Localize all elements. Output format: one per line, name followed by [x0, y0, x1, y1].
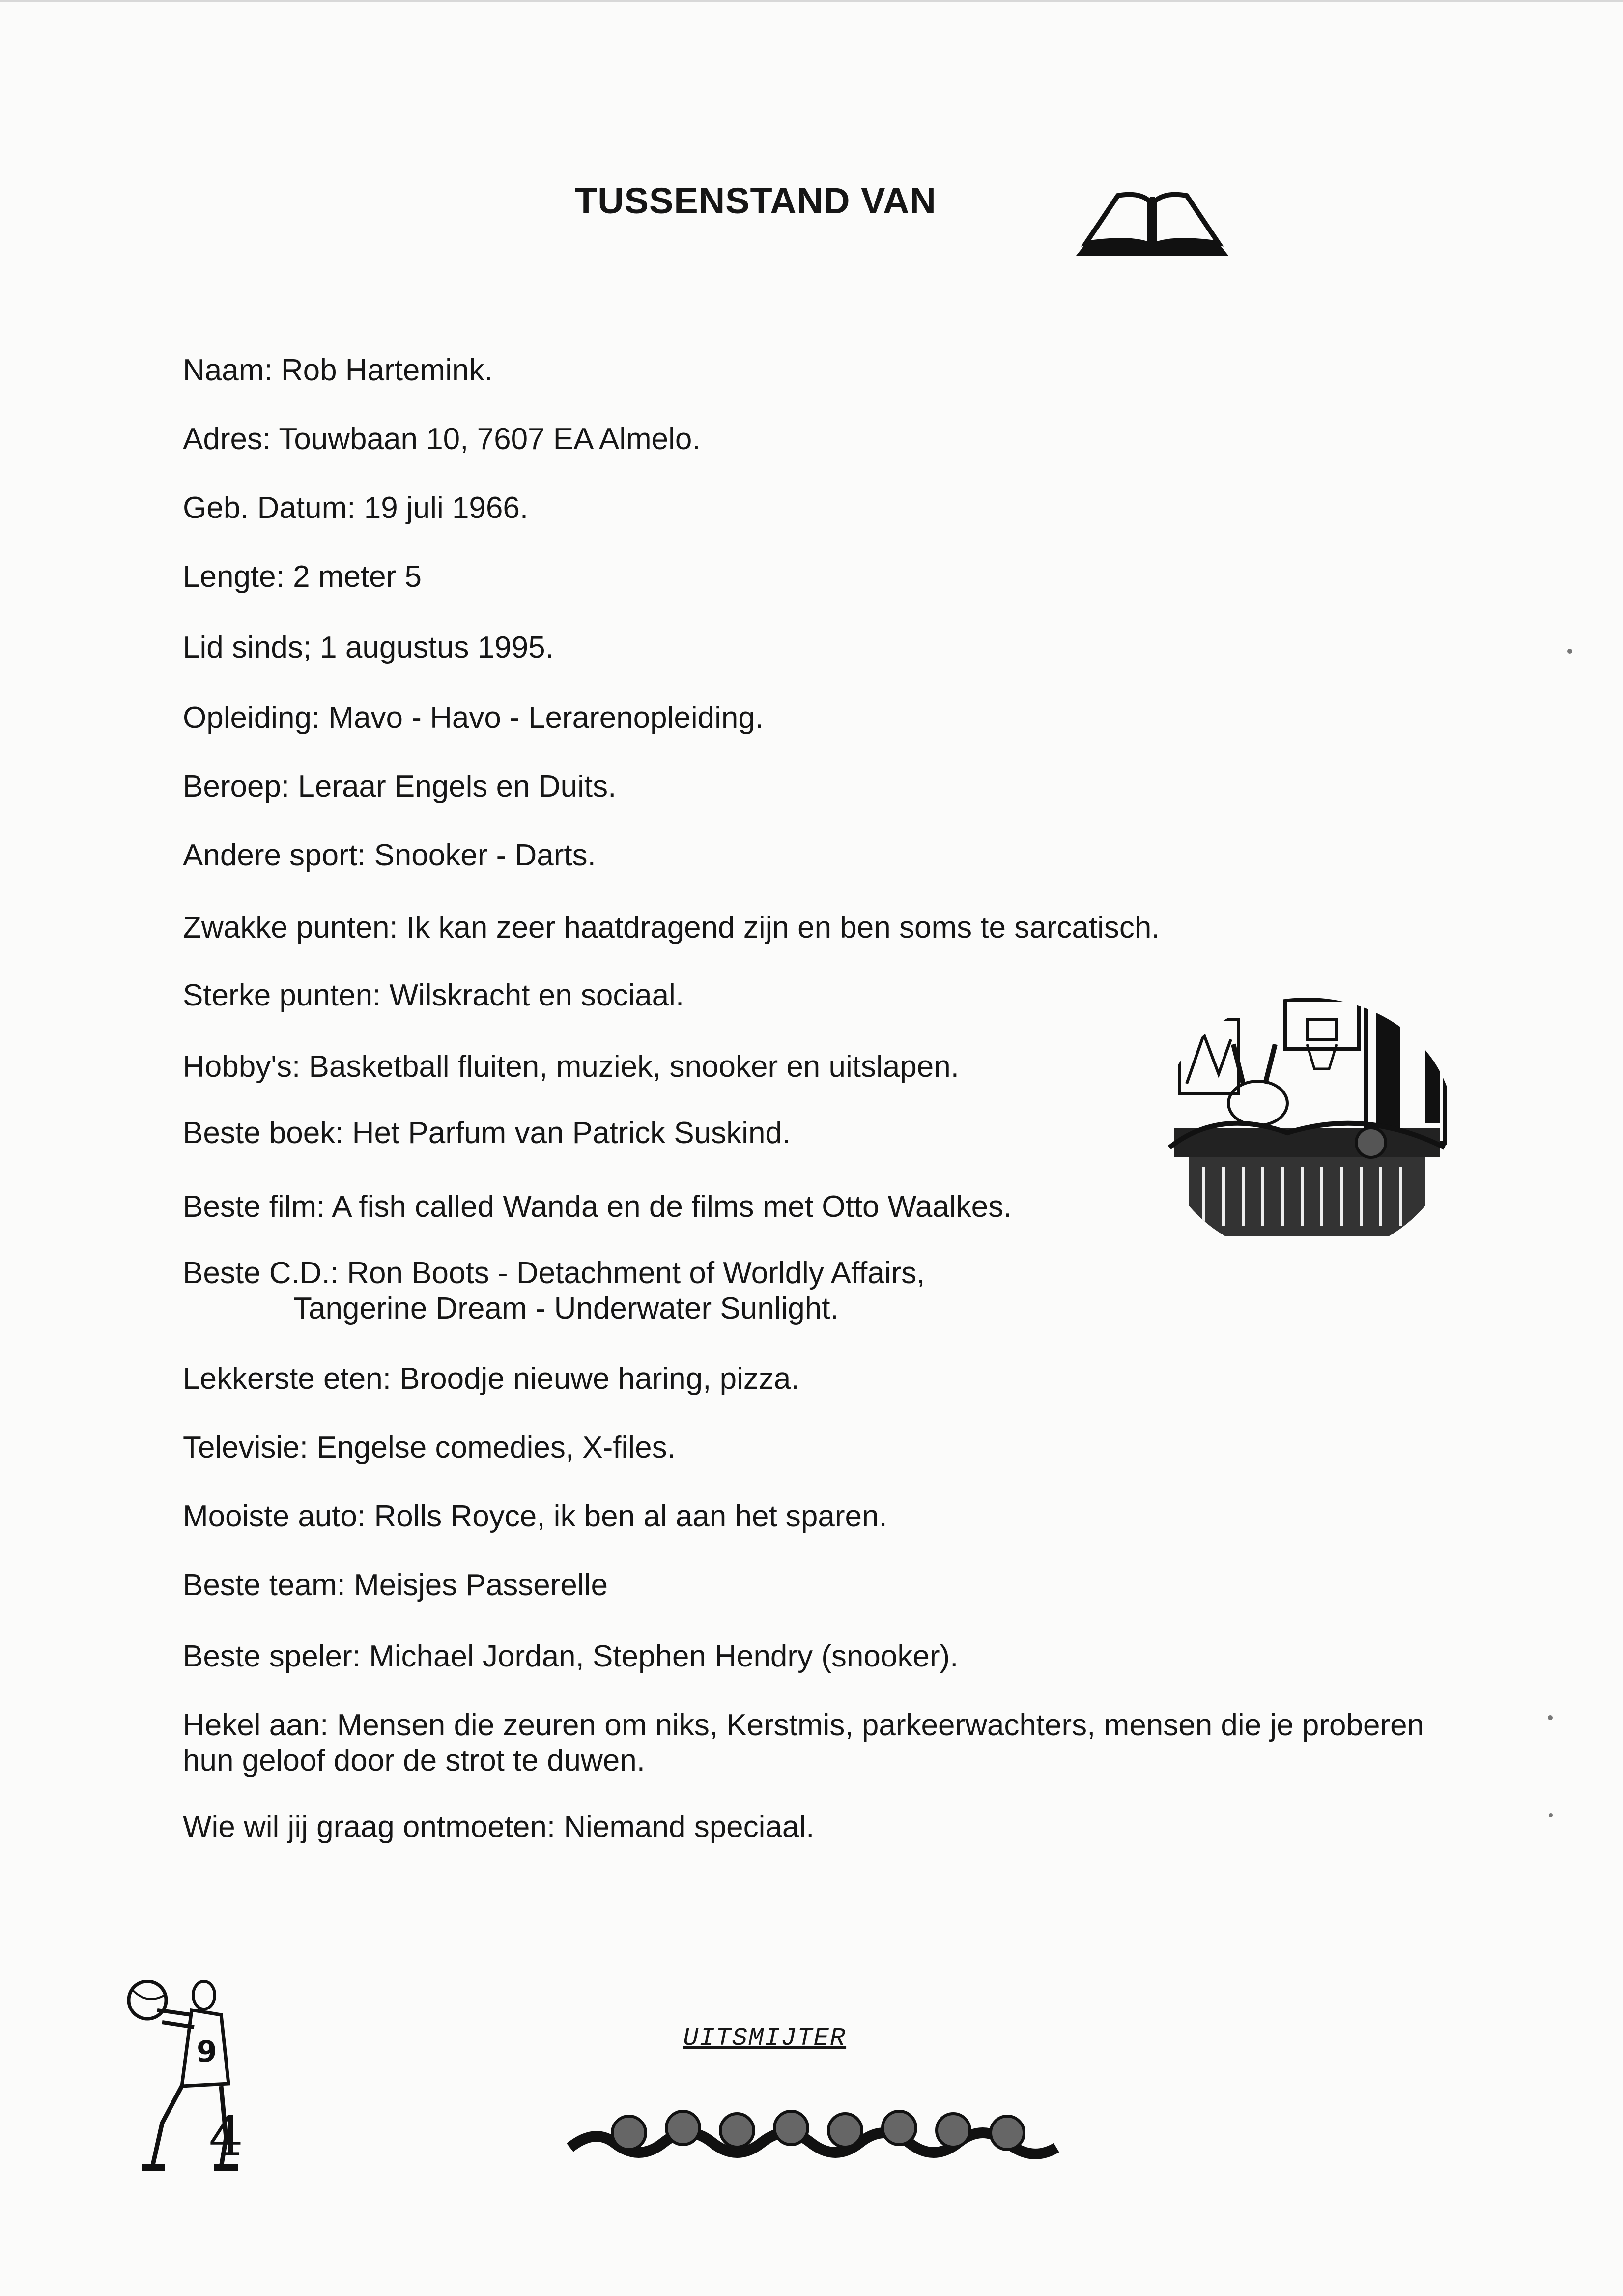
basketball-wave-ornament	[565, 2108, 1061, 2172]
row-value: Basketball fluiten, muziek, snooker en uitslapen.	[309, 1050, 959, 1084]
row-value: Rob Hartemink.	[281, 353, 493, 387]
profile-row-beste-boek	[183, 1116, 791, 1151]
profile-row-andere-sport	[183, 838, 596, 873]
row-value: 2 meter 5	[293, 560, 422, 594]
row-value: Ik kan zeer haatdragend zijn en ben soms te sarcatisch.	[406, 911, 1160, 945]
page-title: TUSSENSTAND VAN	[575, 180, 937, 221]
profile-row-beste-cd	[183, 1256, 925, 1326]
scan-speck	[1548, 1715, 1553, 1720]
row-value: Touwbaan 10, 7607 EA Almelo.	[279, 422, 701, 456]
row-label: Beste speler:	[183, 1639, 361, 1673]
profile-row-lekkerste-eten	[183, 1361, 799, 1397]
row-value: Meisjes Passerelle	[354, 1568, 608, 1602]
page-number: 4	[209, 2105, 243, 2168]
svg-text:9: 9	[197, 2035, 217, 2069]
row-value: Leraar Engels en Duits.	[298, 770, 617, 804]
row-value: Michael Jordan, Stephen Hendry (snooker).	[369, 1639, 959, 1673]
row-label: Lengte:	[183, 560, 285, 594]
row-label: Adres:	[183, 422, 271, 456]
scan-speck	[1567, 649, 1572, 654]
bugs-bunny-bed-illustration	[1160, 990, 1454, 1258]
profile-row-mooiste-auto	[183, 1499, 887, 1534]
row-label: Lid sinds;	[183, 631, 312, 664]
row-value: Mavo - Havo - Lerarenopleiding.	[328, 701, 764, 735]
basketball-player-illustration	[123, 1961, 256, 2177]
row-label: Hobby's:	[183, 1050, 301, 1084]
row-label: Zwakke punten:	[183, 911, 398, 945]
row-value: 1 augustus 1995.	[320, 631, 554, 664]
row-value: Niemand speciaal.	[564, 1810, 815, 1844]
row-label: Beste team:	[183, 1568, 345, 1602]
row-label: Geb. Datum:	[183, 491, 356, 525]
open-book-icon	[1071, 182, 1233, 260]
profile-row-sterke-punten	[183, 978, 684, 1013]
profile-row-zwakke-punten	[183, 910, 1160, 946]
row-label: Televisie:	[183, 1431, 308, 1464]
profile-row-televisie	[183, 1430, 676, 1465]
profile-row-geb-datum	[183, 490, 528, 526]
row-value: A fish called Wanda en de films met Otto Waalkes.	[332, 1190, 1012, 1224]
scan-speck	[1549, 1813, 1553, 1817]
row-value: Mensen die zeuren om niks, Kerstmis, parkeerwachters, mensen die je proberen	[337, 1708, 1424, 1742]
row-label: Naam:	[183, 353, 273, 387]
profile-row-beroep	[183, 769, 616, 804]
profile-row-hobbys	[183, 1049, 959, 1085]
row-label: Beroep:	[183, 770, 290, 804]
profile-row-beste-film	[183, 1189, 1012, 1225]
row-value: Het Parfum van Patrick Suskind.	[352, 1116, 791, 1150]
row-value: Broodje nieuwe haring, pizza.	[399, 1362, 799, 1396]
row-value: Wilskracht en sociaal.	[389, 978, 684, 1012]
profile-row-naam	[183, 353, 493, 388]
row-value: 19 juli 1966.	[364, 491, 529, 525]
profile-row-wie-wil-jij-graag-ontmoeten	[183, 1809, 814, 1845]
row-value: Ron Boots - Detachment of Worldly Affairs,	[347, 1256, 925, 1290]
row-value: Engelse comedies, X-files.	[316, 1431, 676, 1464]
profile-row-hekel-aan	[183, 1708, 1424, 1779]
row-label: Beste film:	[183, 1190, 325, 1224]
profile-row-lengte	[183, 559, 422, 595]
profile-row-adres	[183, 422, 701, 457]
row-label: Opleiding:	[183, 701, 320, 735]
row-label: Beste C.D.:	[183, 1256, 339, 1290]
row-label: Sterke punten:	[183, 978, 381, 1012]
row-label: Mooiste auto:	[183, 1499, 366, 1533]
profile-row-beste-team	[183, 1568, 608, 1603]
row-label: Lekkerste eten:	[183, 1362, 391, 1396]
row-label: Andere sport:	[183, 838, 366, 872]
row-value-continuation: Tangerine Dream - Underwater Sunlight.	[293, 1292, 839, 1325]
page-top-edge	[0, 0, 1623, 2]
row-value: Rolls Royce, ik ben al aan het sparen.	[374, 1499, 887, 1533]
row-value-continuation: hun geloof door de strot te duwen.	[183, 1744, 645, 1778]
row-label: Wie wil jij graag ontmoeten:	[183, 1810, 556, 1844]
row-label: Beste boek:	[183, 1116, 344, 1150]
row-value: Snooker - Darts.	[374, 838, 596, 872]
profile-row-beste-speler	[183, 1639, 958, 1674]
row-label: Hekel aan:	[183, 1708, 329, 1742]
profile-row-opleiding	[183, 700, 764, 736]
signature-text: UITSMIJTER	[683, 2024, 847, 2053]
profile-row-lid-sinds	[183, 630, 554, 665]
